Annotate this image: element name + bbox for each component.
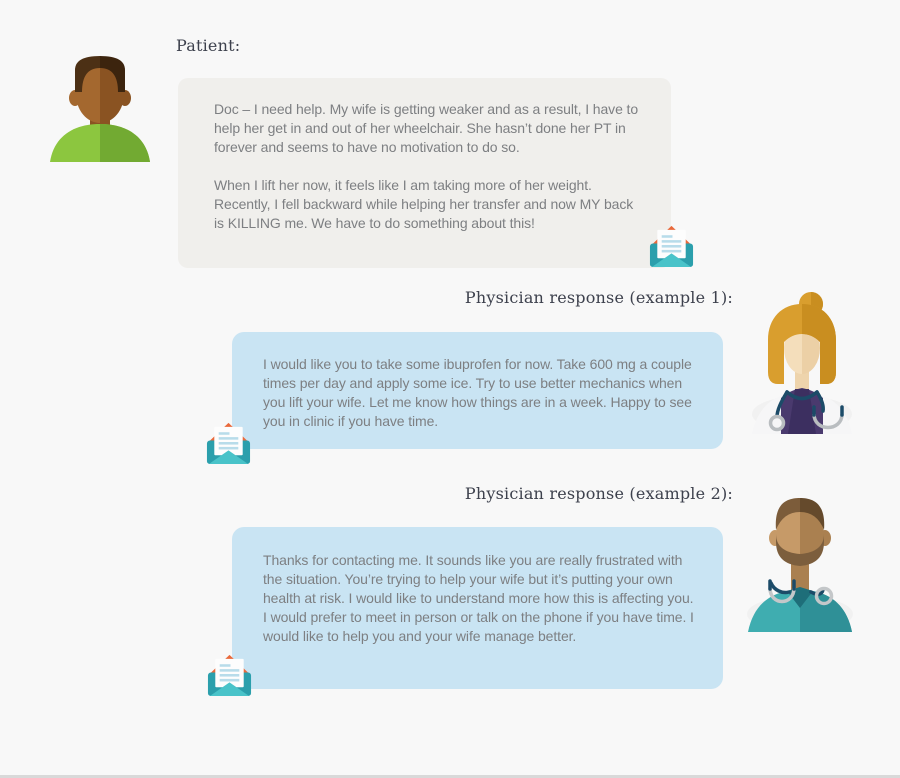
male-physician-avatar [744,488,856,632]
physician-response-1-label: Physician response (example 1): [464,288,733,307]
envelope-icon [205,419,252,466]
patient-message-paragraph-1: Doc – I need help. My wife is getting weaker and as a result, I have to help her get in and out of her wheelchair. She hasn’t done her PT in forever and seems to have no motivation to do so. [214,101,639,155]
physician-response-1-message: I would like you to take some ibuprofen for now. Take 600 mg a couple times per day and apply some ice. Try to use better mechanics when you lift your wife. Let me know how things are in a week. Happy to see you in clinic if you have time. [263,356,692,429]
female-physician-avatar [750,290,854,434]
patient-message-bubble [178,78,671,268]
envelope-icon [206,651,253,698]
physician-response-1-bubble [232,332,723,449]
patient-avatar [48,52,152,162]
envelope-icon [648,222,695,269]
physician-response-2-label: Physician response (example 2): [464,484,733,503]
physician-response-2-bubble [232,527,723,689]
physician-response-2-message: Thanks for contacting me. It sounds like you are really frustrated with the situation. You’re trying to help your wife but it’s putting your own health at risk. I would like to understand more how this is affecting you. I would prefer to meet in person or talk on the phone if you have time. I would like to help you and your wife manage better. [263,552,694,644]
patient-message-paragraph-2: When I lift her now, it feels like I am taking more of her weight. Recently, I fell backward while helping her transfer and now MY back is KILLING me. We have to do something about this! [214,177,634,231]
patient-section-label: Patient: [176,36,241,55]
